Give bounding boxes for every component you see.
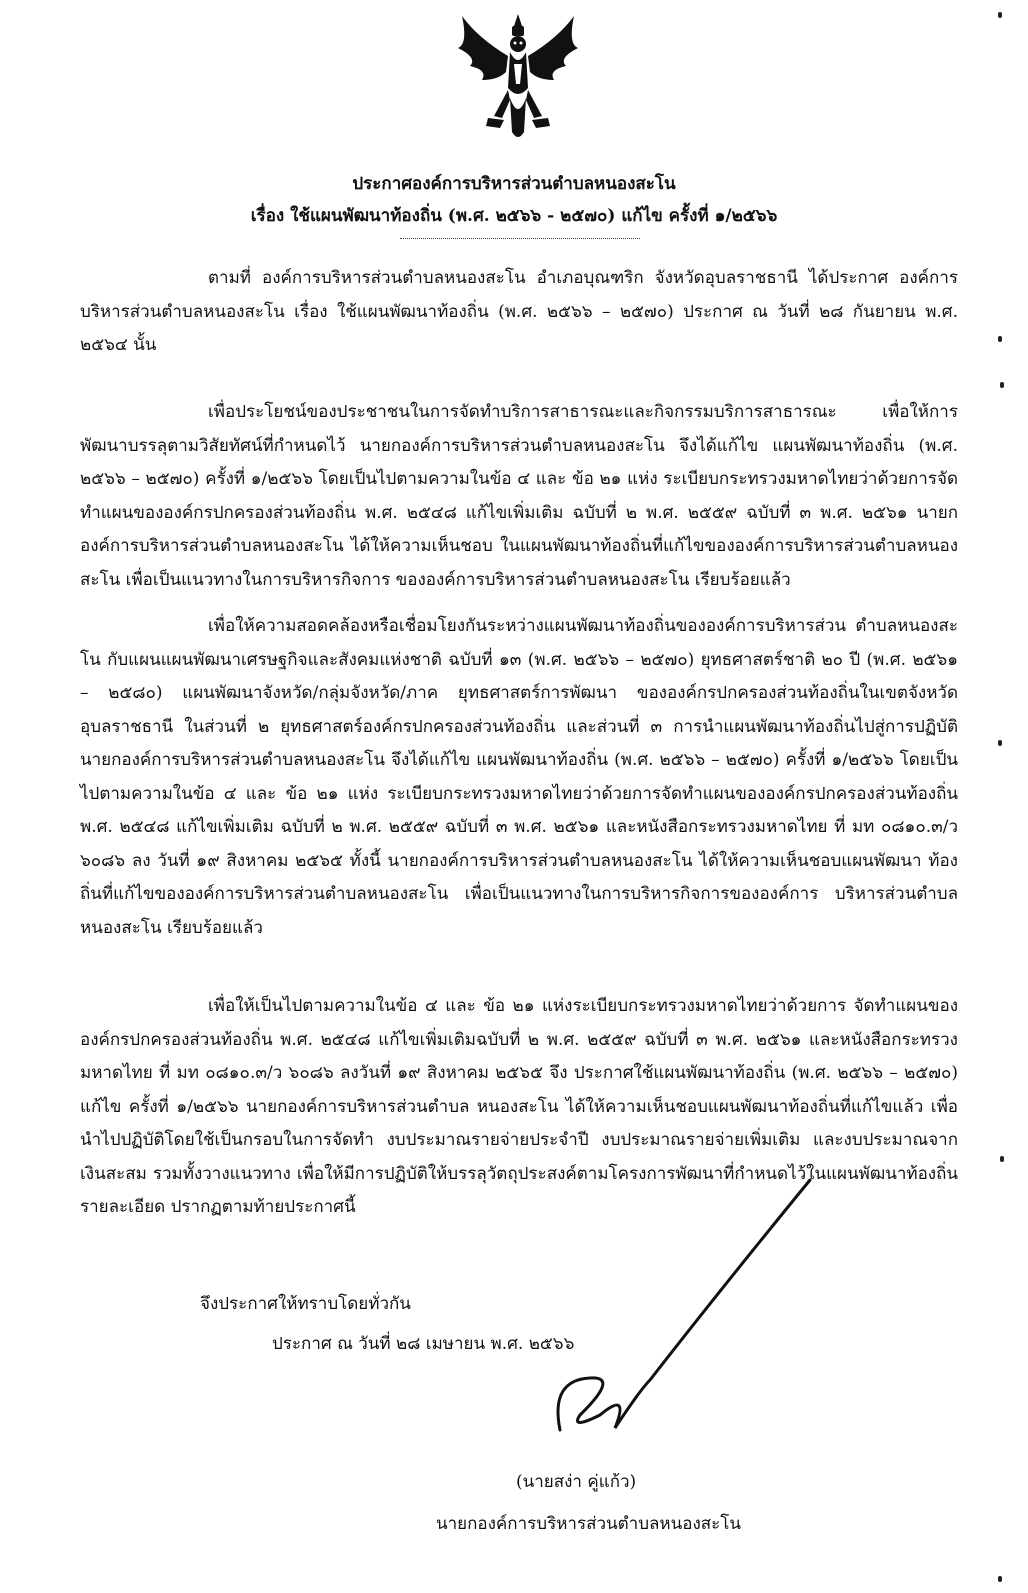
- scan-speck: [1000, 382, 1004, 388]
- signer-name: (นายสง่า คู่แก้ว): [516, 1472, 637, 1492]
- garuda-emblem-icon: [448, 8, 588, 148]
- signer-title: นายกองค์การบริหารส่วนตำบลหนองสะโน: [436, 1514, 742, 1534]
- scan-speck: [998, 1576, 1002, 1582]
- paragraph-3: เพื่อให้ความสอดคล้องหรือเชื่อมโยงกันระหว่างแผนพัฒนาท้องถิ่นขององค์การบริหารส่วน ตำบลหนองสะโน กับแผนแผนพัฒนาเศรษฐกิจและสังคมแห่งชาติ ฉบับที่ ๑๓ (พ.ศ. ๒๕๖๖ – ๒๕๗๐) ยุทธศาสตร์ชาติ ๒๐ ปี (พ.ศ. ๒๕๖๑ – ๒๕๘๐) แผนพัฒนาจังหวัด/กลุ่มจังหวัด/ภาค ยุทธศาสตร์การพัฒนา ขององค์กรปกครองส่วนท้องถิ่นในเขตจังหวัดอุบลราชธานี ในส่วนที่ ๒ ยุทธศาสตร์องค์กรปกครองส่วนท้องถิ่น และส่วนที่ ๓ การนำแผนพัฒนาท้องถิ่นไปสู่การปฏิบัติ นายกองค์การบริหารส่วนตำบลหนองสะโน จึงได้แก้ไข แผนพัฒนาท้องถิ่น (พ.ศ. ๒๕๖๖ – ๒๕๗๐) ครั้งที่ ๑/๒๕๖๖ โดยเป็นไปตามความในข้อ ๔ และ ข้อ ๒๑ แห่ง ระเบียบกระทรวงมหาดไทยว่าด้วยการจัดทำแผนขององค์กรปกครองส่วนท้องถิ่น พ.ศ. ๒๕๔๘ แก้ไขเพิ่มเติม ฉบับที่ ๒ พ.ศ. ๒๕๕๙ ฉบับที่ ๓ พ.ศ. ๒๕๖๑ และหนังสือกระทรวงมหาดไทย ที่ มท ๐๘๑๐.๓/ว ๖๐๘๖ ลง วันที่ ๑๙ สิงหาคม ๒๕๖๕ ทั้งนี้ นายกองค์การบริหารส่วนตำบลหนองสะโน ได้ให้ความเห็นชอบแผนพัฒนา ท้องถิ่นที่แก้ไขขององค์การบริหารส่วนตำบลหนองสะโน เพื่อเป็นแนวทางในการบริหารกิจการขององค์การ บริหารส่วนตำบลหนองสะโน เรียบร้อยแล้ว: [80, 616, 958, 938]
- signature-icon: [520, 1140, 820, 1440]
- announcement-title: ประกาศองค์การบริหารส่วนตำบลหนองสะโน: [352, 174, 676, 194]
- scan-speck: [998, 740, 1002, 746]
- paragraph-1: ตามที่ องค์การบริหารส่วนตำบลหนองสะโน อำเภอบุณฑริก จังหวัดอุบลราชธานี ได้ประกาศ องค์การบริหารส่วนตำบลหนองสะโน เรื่อง ใช้แผนพัฒนาท้องถิ่น (พ.ศ. ๒๕๖๖ – ๒๕๗๐) ประกาศ ณ วันที่ ๒๘ กันยายน พ.ศ. ๒๕๖๔ นั้น: [80, 268, 958, 355]
- paragraph-2: เพื่อประโยชน์ของประชาชนในการจัดทำบริการสาธารณะและกิจกรรมบริการสาธารณะ เพื่อให้การพัฒนาบรรลุตามวิสัยทัศน์ที่กำหนดไว้ นายกองค์การบริหารส่วนตำบลหนองสะโน จึงได้แก้ไข แผนพัฒนาท้องถิ่น (พ.ศ. ๒๕๖๖ – ๒๕๗๐) ครั้งที่ ๑/๒๕๖๖ โดยเป็นไปตามความในข้อ ๔ และ ข้อ ๒๑ แห่ง ระเบียบกระทรวงมหาดไทยว่าด้วยการจัดทำแผนขององค์กรปกครองส่วนท้องถิ่น พ.ศ. ๒๕๔๘ แก้ไขเพิ่มเติม ฉบับที่ ๒ พ.ศ. ๒๕๕๙ ฉบับที่ ๓ พ.ศ. ๒๕๖๑ นายกองค์การบริหารส่วนตำบลหนองสะโน ได้ให้ความเห็นชอบ ในแผนพัฒนาท้องถิ่นที่แก้ไขขององค์การบริหารส่วนตำบลหนองสะโน เพื่อเป็นแนวทางในการบริหารกิจการ ขององค์การบริหารส่วนตำบลหนองสะโน เรียบร้อยแล้ว: [80, 402, 958, 590]
- scan-speck: [998, 12, 1002, 18]
- paragraph-4: เพื่อให้เป็นไปตามความในข้อ ๔ และ ข้อ ๒๑ แห่งระเบียบกระทรวงมหาดไทยว่าด้วยการ จัดทำแผนขององค์กรปกครองส่วนท้องถิ่น พ.ศ. ๒๕๔๘ แก้ไขเพิ่มเติมฉบับที่ ๒ พ.ศ. ๒๕๕๙ ฉบับที่ ๓ พ.ศ. ๒๕๖๑ และหนังสือกระทรวงมหาดไทย ที่ มท ๐๘๑๐.๓/ว ๖๐๘๖ ลงวันที่ ๑๙ สิงหาคม ๒๕๖๕ จึง ประกาศใช้แผนพัฒนาท้องถิ่น (พ.ศ. ๒๕๖๖ – ๒๕๗๐) แก้ไข ครั้งที่ ๑/๒๕๖๖ นายกองค์การบริหารส่วนตำบล หนองสะโน ได้ให้ความเห็นชอบแผนพัฒนาท้องถิ่นที่แก้ไขแล้ว เพื่อนำไปปฏิบัติโดยใช้เป็นกรอบในการจัดทำ งบประมาณรายจ่ายประจำปี งบประมาณรายจ่ายเพิ่มเติม และงบประมาณจากเงินสะสม รวมทั้งวางแนวทาง เพื่อให้มีการปฏิบัติให้บรรลุวัตถุประสงค์ตามโครงการพัฒนาที่กำหนดไว้ในแผนพัฒนาท้องถิ่น รายละเอียด ปรากฏตามท้ายประกาศนี้: [80, 996, 958, 1217]
- title-divider: [400, 238, 640, 239]
- closing-line: จึงประกาศให้ทราบโดยทั่วกัน: [200, 1294, 411, 1314]
- announcement-date: ประกาศ ณ วันที่ ๒๘ เมษายน พ.ศ. ๒๕๖๖: [272, 1334, 575, 1354]
- announcement-subject: เรื่อง ใช้แผนพัฒนาท้องถิ่น (พ.ศ. ๒๕๖๖ - ๒๕๗๐) แก้ไข ครั้งที่ ๑/๒๕๖๖: [250, 206, 778, 226]
- scan-speck: [998, 336, 1002, 342]
- scan-speck: [1000, 1156, 1004, 1162]
